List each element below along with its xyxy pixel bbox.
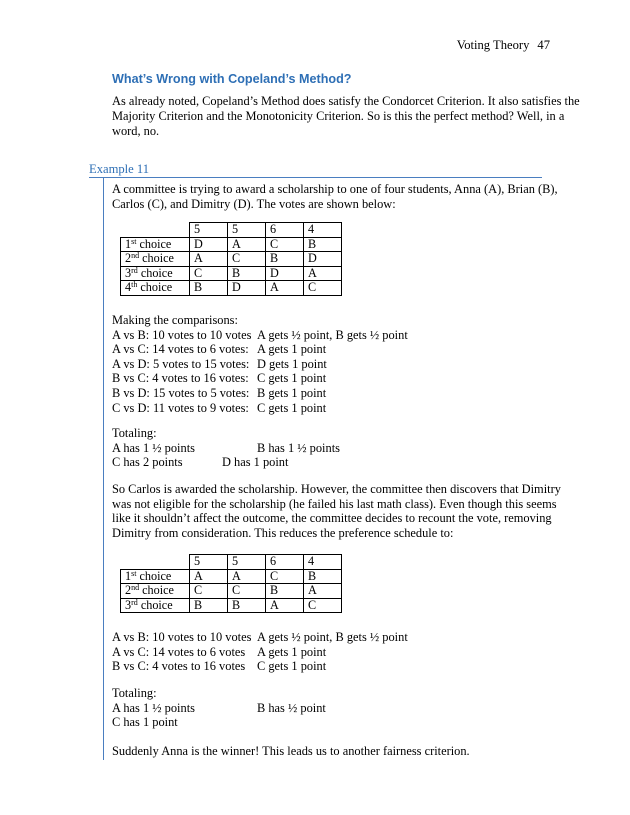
table-cell: C	[304, 598, 342, 613]
table-row	[121, 266, 342, 281]
choice-label: 3rd choice	[121, 598, 190, 613]
vote-count: 5	[228, 555, 266, 570]
table-row	[121, 569, 342, 584]
choice-label: 1st choice	[121, 569, 190, 584]
table-cell: C	[266, 569, 304, 584]
table-cell: B	[304, 237, 342, 252]
table-cell: C	[228, 584, 266, 599]
table-cell: A	[304, 584, 342, 599]
paragraph-recount: So Carlos is awarded the scholarship. However, the committee then discovers that Dimitry was not eligible for the scholarship (he failed his last math class). Even though this seems like it shouldn’t affect the outcome, the committee decides to recount the vote, removing Dimitry from consideration. This reduces the preference schedule to:	[112, 482, 561, 540]
table-cell: B	[266, 252, 304, 267]
totals-block-2	[112, 686, 572, 730]
running-title: Voting Theory	[456, 38, 530, 52]
choice-label: 2nd choice	[121, 584, 190, 599]
table-cell: B	[304, 569, 342, 584]
comparison-row: A vs C: 14 votes to 6 votes A gets 1 point	[112, 644, 327, 659]
table-cell: C	[190, 584, 228, 599]
choice-label: 1st choice	[121, 237, 190, 252]
comparison-row: A vs D: 5 votes to 15 votes: D gets 1 point	[112, 356, 327, 371]
vote-count: 4	[304, 555, 342, 570]
page-number: 47	[537, 38, 550, 52]
comparison-row: C vs D: 11 votes to 9 votes: C gets 1 point	[112, 400, 327, 415]
table-cell: D	[266, 266, 304, 281]
table-cell: C	[228, 252, 266, 267]
table-cell: A	[228, 237, 266, 252]
table-cell: C	[266, 237, 304, 252]
comparison-row: B vs C: 4 votes to 16 votes C gets 1 point	[112, 659, 327, 674]
example-rule	[89, 177, 542, 178]
table-cell: B	[266, 584, 304, 599]
table-row	[121, 252, 342, 267]
vote-count: 4	[304, 223, 342, 238]
table-cell: A	[266, 598, 304, 613]
comparison-row: A vs B: 10 votes to 10 votes A gets ½ point, B gets ½ point	[112, 630, 408, 644]
table-cell: D	[304, 252, 342, 267]
preference-table-1	[120, 222, 342, 296]
vote-count: 5	[190, 555, 228, 570]
page-header	[457, 38, 550, 53]
table-cell: A	[190, 569, 228, 584]
table-row	[121, 237, 342, 252]
vote-count: 6	[266, 555, 304, 570]
intro-paragraph: As already noted, Copeland’s Method does satisfy the Condorcet Criterion. It also satisfies the Majority Criterion and the Monotonicity Criterion. So is this the perfect method? Well, in a word, no.	[112, 94, 580, 138]
comparisons-block	[112, 313, 572, 415]
comparison-row: A vs C: 14 votes to 6 votes: A gets 1 point	[112, 342, 327, 357]
comparison-row: A vs B: 10 votes to 10 votes A gets ½ point, B gets ½ point	[112, 327, 408, 342]
table-cell: B	[190, 281, 228, 296]
totals-row: A has 1 ½ points B has 1 ½ points	[112, 440, 340, 455]
table-row	[121, 281, 342, 296]
table-cell: A	[266, 281, 304, 296]
vote-count: 6	[266, 223, 304, 238]
totals-row: C has 2 points D has 1 point	[112, 455, 289, 470]
totals-row: C has 1 point	[112, 715, 178, 730]
table-cell: C	[190, 266, 228, 281]
example-label: Example 11	[89, 162, 150, 176]
choice-label: 3rd choice	[121, 266, 190, 281]
section-title: What’s Wrong with Copeland’s Method?	[112, 72, 352, 86]
comparisons-title: Making the comparisons:	[112, 313, 238, 327]
totals-row: A has 1 ½ points B has ½ point	[112, 700, 326, 715]
table-cell: A	[190, 252, 228, 267]
example-problem: A committee is trying to award a scholarship to one of four students, Anna (A), Brian (B), Carlos (C), and Dimitry (D). The votes are shown below:	[112, 182, 558, 211]
table-row	[121, 223, 342, 238]
table-cell: B	[190, 598, 228, 613]
comparison-row: B vs C: 4 votes to 16 votes: C gets 1 point	[112, 371, 327, 386]
table-cell: D	[190, 237, 228, 252]
totals-block-1	[112, 426, 572, 470]
comparisons-block-2	[112, 630, 572, 674]
conclusion: Suddenly Anna is the winner! This leads us to another fairness criterion.	[112, 744, 470, 758]
preference-table-2	[120, 554, 342, 613]
table-cell: A	[304, 266, 342, 281]
vote-count: 5	[228, 223, 266, 238]
comparison-row: B vs D: 15 votes to 5 votes: B gets 1 point	[112, 385, 327, 400]
totaling-label: Totaling:	[112, 426, 157, 440]
totaling-label: Totaling:	[112, 686, 157, 700]
table-cell: D	[228, 281, 266, 296]
table-cell: B	[228, 598, 266, 613]
choice-label: 4th choice	[121, 281, 190, 296]
table-row	[121, 555, 342, 570]
table-cell: A	[228, 569, 266, 584]
table-cell: B	[228, 266, 266, 281]
example-side-rule	[103, 177, 104, 760]
table-row	[121, 598, 342, 613]
table-row	[121, 584, 342, 599]
choice-label: 2nd choice	[121, 252, 190, 267]
vote-count: 5	[190, 223, 228, 238]
table-cell: C	[304, 281, 342, 296]
